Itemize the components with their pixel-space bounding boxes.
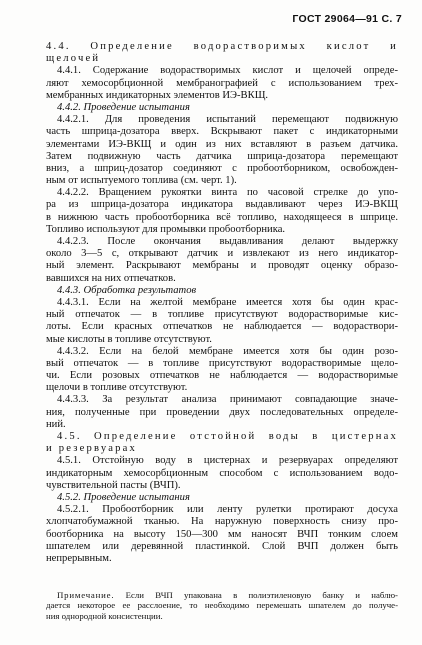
paragraph-line: вавшихся на них отпечатков. [46,272,176,284]
paragraph-line: лоты. Если красных отпечатков не наблюдается — водораствори- [46,321,398,333]
section-heading: 4.5. Определение отстойной воды в цистернах [57,431,398,442]
paragraph-line: ния, полученные при проведении двух последовательных определе- [46,406,398,418]
paragraph-line: мембранных индикаторных элементов ИЭ-ВКЩ. [46,89,269,101]
document-body [46,41,398,565]
page-header: ГОСТ 29064—91 С. 7 [292,13,402,25]
paragraph-line: чи. Если розовых отпечатков не наблюдается — водорастворимые [46,370,398,382]
paragraph-line: 4.4.1. Содержание водорастворимых кислот и щелочей опреде- [57,65,398,77]
subsection-heading: 4.5.2. Проведение испытания [57,491,190,503]
paragraph-line: вниз, а шприц-дозатор соединяют с пробоотборником, освобожден- [46,162,398,174]
subsection-heading: 4.4.2. Проведение испытания [57,101,190,113]
paragraph-line: 4.5.2.1. Пробоотборник или ленту рулетки протирают досуха [57,504,398,516]
paragraph-line: ний. [46,418,66,430]
paragraph-line: щелочи в топливе отсутствуют. [46,382,188,394]
paragraph-line: боотборника на высоту 150—300 мм наносят ВЧП тонким слоем [46,528,398,540]
note-block [46,590,398,621]
paragraph-line: чувствительной пасты (ВЧП). [46,479,181,491]
paragraph-line: ный отпечаток — в топливе присутствуют водорастворимые кис- [46,309,398,321]
paragraph-line: 4.4.3.3. За результат анализа принимают совпадающие значе- [57,394,398,406]
paragraph-line: хлопчатобумажной тканью. На наружную поверхность снизу про- [46,516,398,528]
paragraph-line: ляют хемосорбционной мембранографией с использованием трех- [46,77,398,89]
section-heading-cont: и резервуарах [46,443,138,455]
paragraph-line: ра из шприца-дозатора индикатора выдавливают через ИЭ-ВКЩ [46,199,398,211]
paragraph-line: индикаторным хемосорбционным способом с использованием водо- [46,467,398,479]
paragraph-line: элементами ИЭ-ВКЩ и один из них вставляют в разъем датчика. [46,138,398,150]
section-heading: 4.4. Определение водорастворимых кислот и [46,41,398,52]
paragraph-line: непрерывным. [46,552,112,564]
note-line: ния однородной консистенции. [46,610,163,621]
note-label: Примечание. [57,590,115,600]
paragraph-line: вый отпечаток — в топливе присутствуют водорастворимые щело- [46,357,398,369]
paragraph-line: 4.4.2.1. Для проведения испытаний перемещают подвижную [57,114,398,126]
paragraph-line: Топливо используют для промывки пробоотборника. [46,223,286,235]
note-line [46,590,398,600]
note-line: дается некоторое ее расслоение, то необходимо перемешать шпателем до получе- [46,600,398,611]
note-text: Если ВЧП упакована в полиэтиленовую банку и наблю- [125,590,398,600]
paragraph-line: 4.4.2.2. Вращением рукоятки винта по часовой стрелке до упо- [57,187,398,199]
paragraph-line: шпателем или деревянной пластинкой. Слой ВЧП должен быть [46,540,398,552]
paragraph-line: 4.4.3.2. Если на белой мембране имеется хотя бы один розо- [57,345,398,357]
paragraph-line: около 3—5 с, открывают датчик и извлекают из него индикатор- [46,248,398,260]
paragraph-line: мые кислоты в топливе отсутствуют. [46,333,212,345]
paragraph-line: в нижнюю часть пробоотборника всё топливо, находящееся в шприце. [46,211,398,223]
subsection-heading: 4.4.3. Обработка результатов [57,284,197,296]
paragraph-line: 4.5.1. Отстойную воду в цистернах и резервуарах определяют [57,455,398,467]
paragraph-line: 4.4.2.3. После окончания выдавливания делают выдержку [57,236,398,247]
section-heading-cont: щелочей [46,53,101,65]
paragraph-line: 4.4.3.1. Если на желтой мембране имеется хотя бы один крас- [57,296,398,308]
paragraph-line: ным от испытуемого топлива (см. черт. 1). [46,175,237,187]
paragraph-line: часть шприца-дозатора вверх. Вскрывают пакет с индикаторными [46,126,398,138]
paragraph-line: ный элемент. Раскрывают мембраны и проводят оценку образо- [46,260,398,272]
paragraph-line: Затем подвижную часть датчика шприца-дозатора перемещают [46,150,398,162]
